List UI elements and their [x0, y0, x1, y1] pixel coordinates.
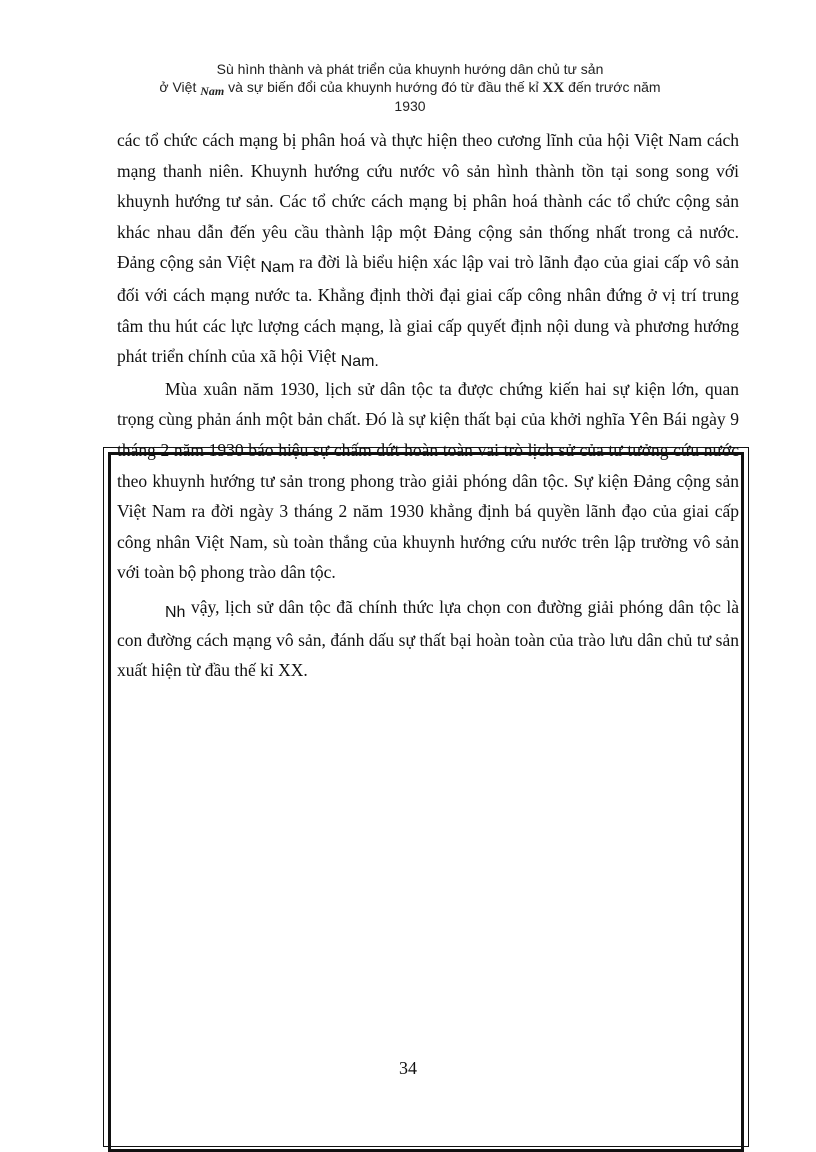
header-text-segment: ở Việt	[159, 79, 201, 95]
paragraph-1-text-cont: ra đời là biểu hiện xác lập vai trò lãnh đạo của giai cấp vô sản đối với cách mạng nước ta. Khẳng định thời đại giai cấp công nhân đứng ở vị trí trung tâm thu hút các lực lượng cách mạng, là giai cấp quyết định nội dung và phương hướng phát triển chính của xã hội Việt	[117, 252, 739, 367]
paragraph-1	[117, 125, 739, 374]
header-century-xx: XX	[542, 80, 565, 96]
nh-fragment: Nh	[165, 603, 186, 621]
paragraph-1-text: các tổ chức cách mạng bị phân hoá và thực hiện theo cương lĩnh của hội Việt Nam cách mạng thanh niên. Khuynh hướng cứu nước vô sản hình thành tồn tại song song với khuynh hướng tư sản. Các tổ chức cách mạng bị phân hoá thành các tổ chức cộng sản khác nhau dẫn đến yêu cầu thành lập một Đảng cộng sản thống nhất trong cả nước. Đảng cộng sản Việt	[117, 130, 739, 273]
page-number: 34	[399, 1058, 417, 1078]
running-header	[100, 60, 720, 115]
nam-fragment: Nam	[260, 259, 295, 277]
nam-fragment-end: Nam.	[340, 353, 379, 371]
paragraph-2: Mùa xuân năm 1930, lịch sử dân tộc ta được chứng kiến hai sự kiện lớn, quan trọng cùng phản ánh một bản chất. Đó là sự kiện thất bại của khởi nghĩa Yên Bái ngày 9 tháng 2 năm 1930 báo hiệu sự chấm dứt hoàn toàn vai trò lịch sử của tư tưởng cứu nước theo khuynh hướng tư sản trong phong trào giải phóng dân tộc. Sự kiện Đảng cộng sản Việt Nam ra đời ngày 3 tháng 2 năm 1930 khẳng định bá quyền lãnh đạo của giai cấp công nhân Việt Nam, sù toàn thắng của khuynh hướng cứu nước trên lập trường vô sản với toàn bộ phong trào dân tộc.	[117, 378, 739, 583]
header-line-3: 1930	[394, 98, 426, 114]
header-text-segment: và sự biến đổi của khuynh hướng đó từ đầu thế kỉ	[224, 79, 543, 95]
header-nam-fragment: Nam	[200, 84, 225, 98]
header-line-2	[100, 78, 720, 97]
body-text	[117, 125, 739, 686]
header-line-1: Sù hình thành và phát triển của khuynh hướng dân chủ tư sản	[216, 61, 604, 77]
paragraph-3-text: vậy, lịch sử dân tộc đã chính thức lựa chọn con đường giải phóng dân tộc là con đường cách mạng vô sản, đánh dấu sự thất bại hoàn toàn của trào lưu dân chủ tư sản xuất hiện từ đầu thế kỉ XX.	[117, 596, 739, 681]
header-text-segment: đến trước năm	[564, 79, 661, 95]
paragraph-3	[117, 592, 739, 686]
